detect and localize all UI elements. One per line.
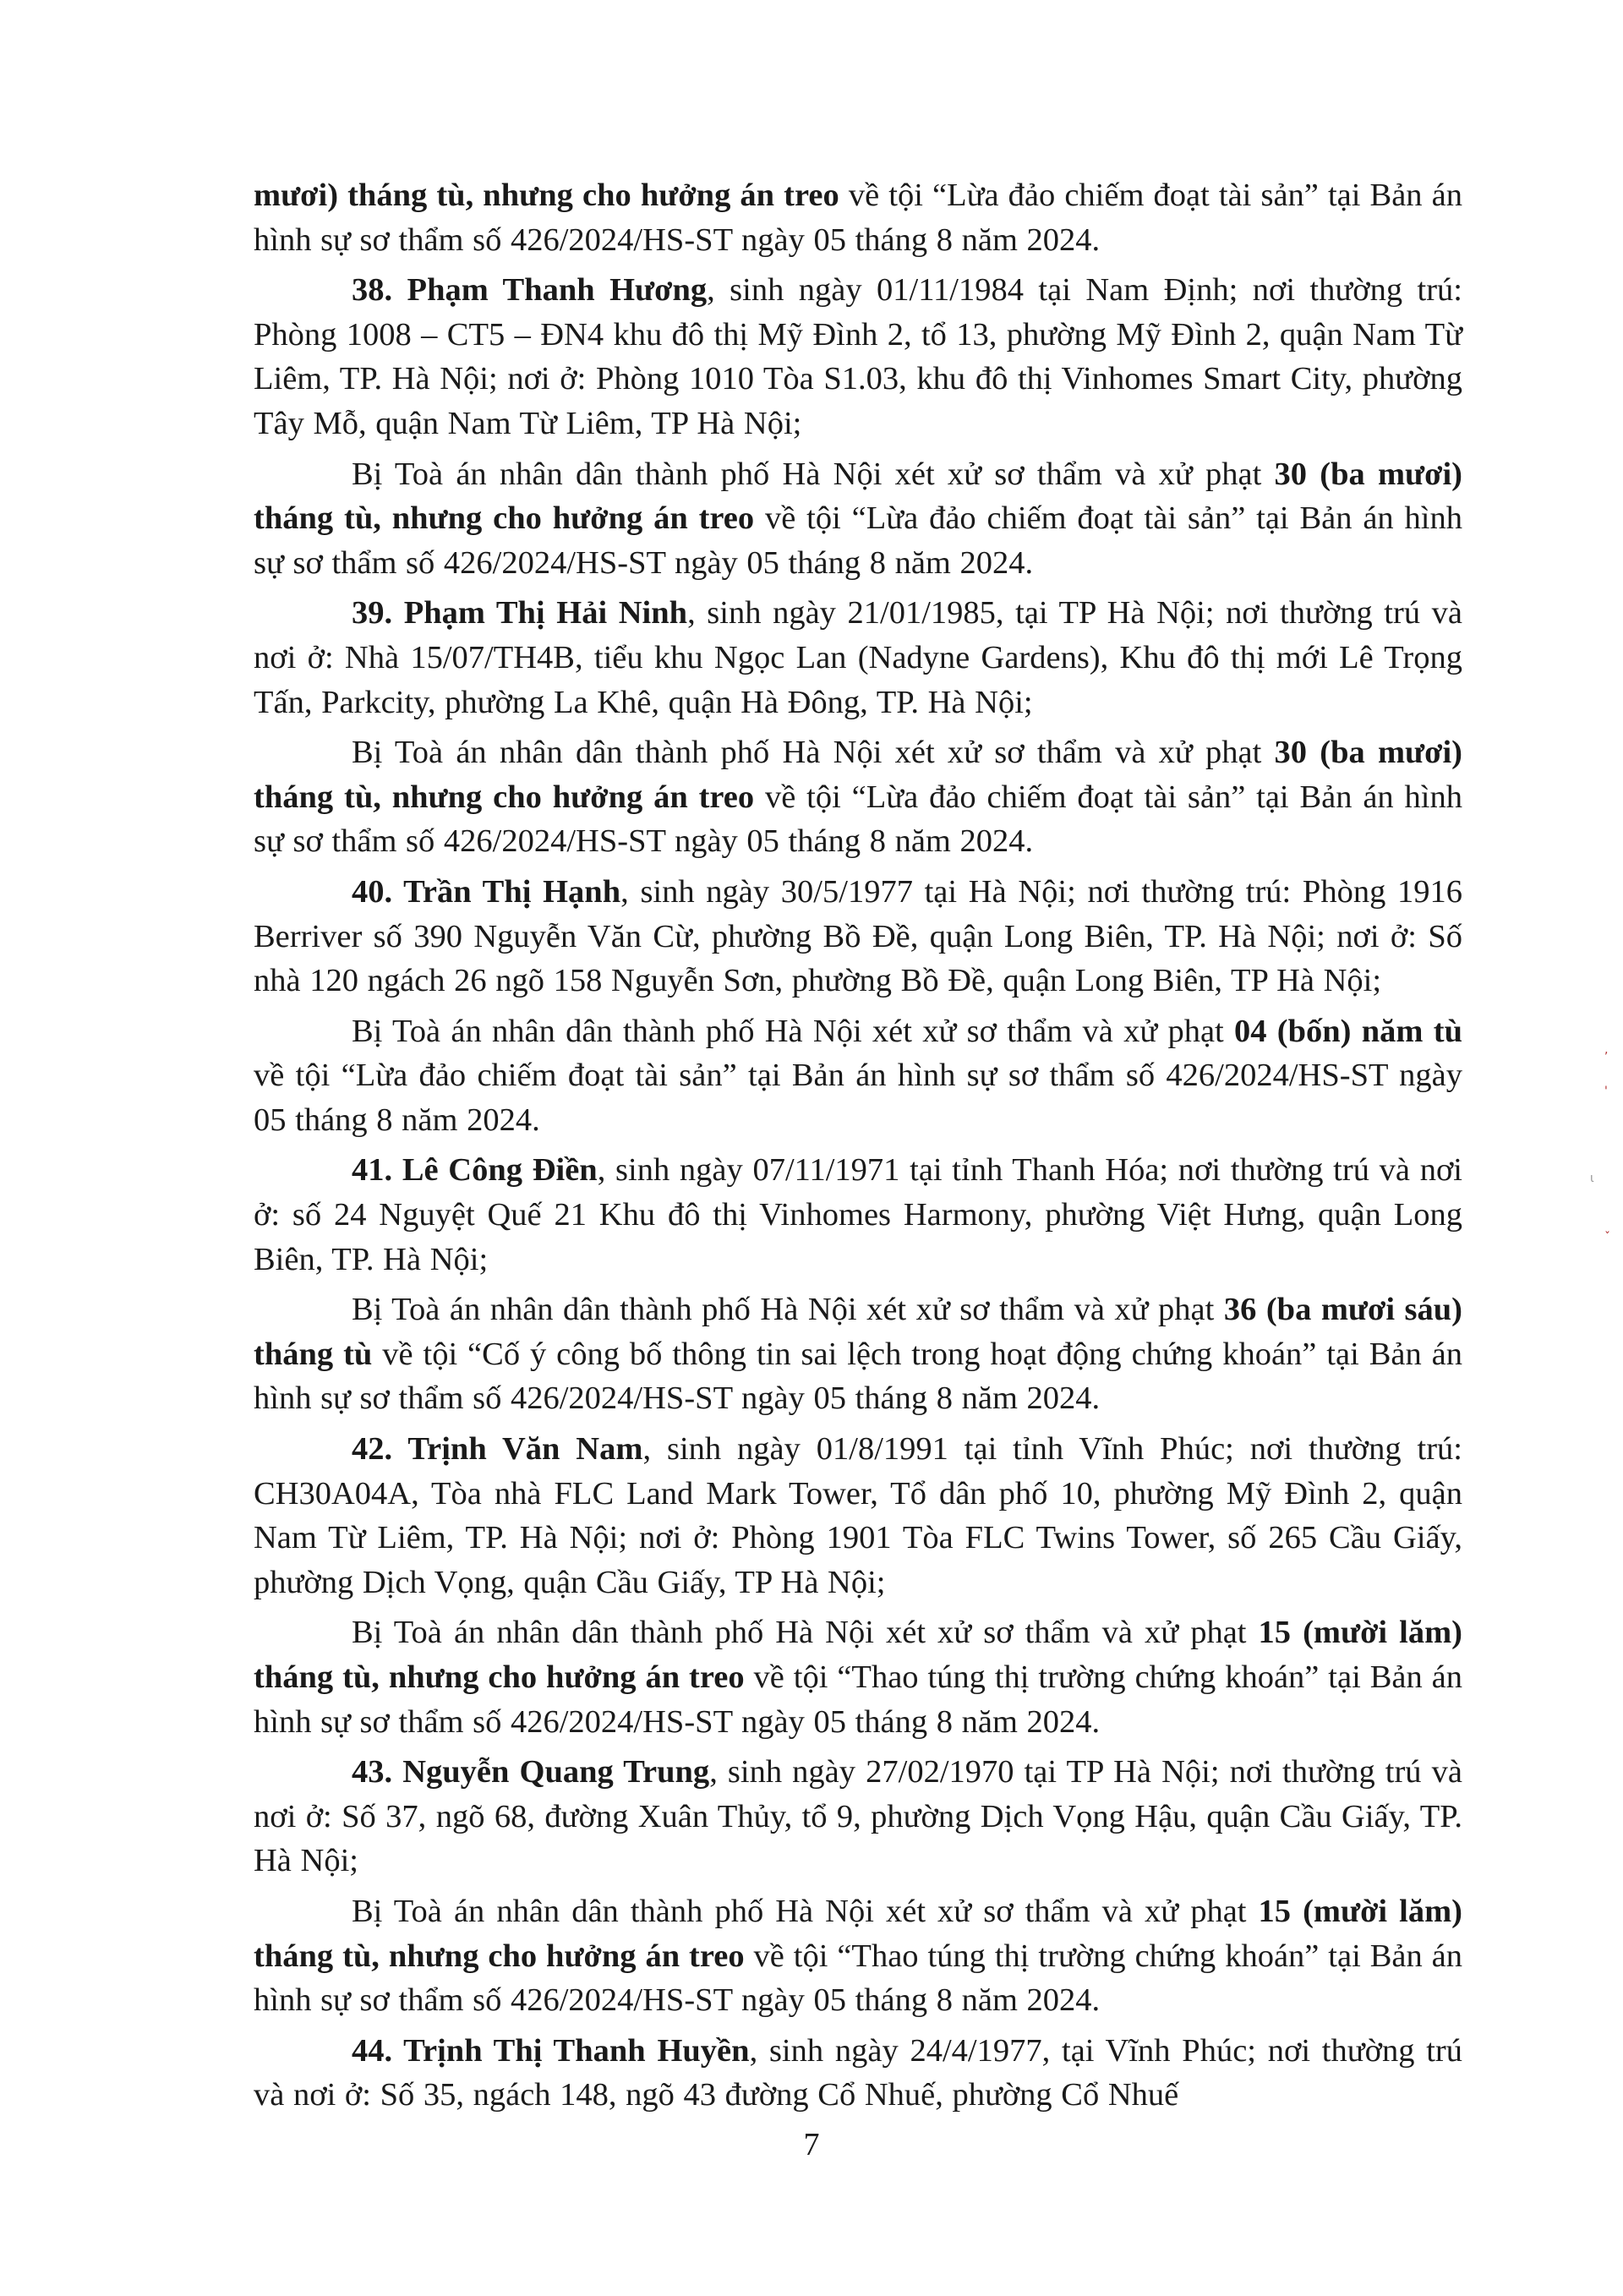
bold-text: 44. Trịnh Thị Thanh Huyền xyxy=(352,2032,750,2069)
body-text: , sinh ngày 27/02/1970 tại TP Hà Nội; nơi thường trú và nơi ở: Số 37, ngõ 68, đường Xuân Thủy, tổ 9, phường Dịch Vọng Hậu, quận Cầu Giấy, TP. Hà Nội; xyxy=(254,1754,1462,1879)
margin-mark: ˇ xyxy=(1604,1231,1610,1244)
body-text: về tội “Cố ý công bố thông tin sai lệch trong hoạt động chứng khoán” tại Bản án hình sự sơ thẩm số 426/2024/HS-ST ngày 05 tháng 8 năm 2024. xyxy=(254,1336,1462,1417)
bold-text: 36 (ba mươi sáu) tháng tù xyxy=(254,1292,1462,1372)
body-text: về tội “Thao túng thị trường chứng khoán” tại Bản án hình sự sơ thẩm số 426/2024/HS-ST ngày 05 tháng 8 năm 2024. xyxy=(254,1938,1462,2019)
body-text: Bị Toà án nhân dân thành phố Hà Nội xét xử sơ thẩm và xử phạt xyxy=(352,1615,1259,1651)
paragraph-p11 xyxy=(254,1750,1462,1883)
body-text: Bị Toà án nhân dân thành phố Hà Nội xét xử sơ thẩm và xử phạt xyxy=(352,735,1275,771)
paragraph-p2 xyxy=(254,452,1462,586)
bold-text: 15 (mười lăm) tháng tù, nhưng cho hưởng án treo xyxy=(254,1893,1462,1974)
document-page xyxy=(254,173,1462,2124)
bold-text: 43. Nguyễn Quang Trung xyxy=(352,1754,710,1790)
paragraph-p1 xyxy=(254,268,1462,446)
bold-text: 04 (bốn) năm tù xyxy=(1234,1013,1462,1049)
paragraph-p13 xyxy=(254,2029,1462,2118)
margin-mark: ɩ xyxy=(1590,1172,1594,1185)
paragraph-p7 xyxy=(254,1148,1462,1282)
paragraph-p5 xyxy=(254,870,1462,1003)
margin-mark: ' xyxy=(1604,1085,1608,1098)
paragraph-p3 xyxy=(254,591,1462,724)
bold-text: 38. Phạm Thanh Hương xyxy=(352,272,708,309)
body-text: Bị Toà án nhân dân thành phố Hà Nội xét xử sơ thẩm và xử phạt xyxy=(352,1013,1235,1049)
body-text: , sinh ngày 21/01/1985, tại TP Hà Nội; nơi thường trú và nơi ở: Nhà 15/07/TH4B, tiểu khu Ngọc Lan (Nadyne Gardens), Khu đô thị mới Lê Trọng Tấn, Parkcity, phường La Khê, quận Hà Đông, TP. Hà Nội; xyxy=(254,595,1463,720)
bold-text: 40. Trần Thị Hạnh xyxy=(352,873,621,910)
paragraph-p0 xyxy=(254,173,1462,262)
paragraph-p6 xyxy=(254,1009,1462,1143)
body-text: Bị Toà án nhân dân thành phố Hà Nội xét xử sơ thẩm và xử phạt xyxy=(352,456,1275,492)
body-text: , sinh ngày 01/8/1991 tại tỉnh Vĩnh Phúc; nơi thường trú: CH30A04A, Tòa nhà FLC Land Mark Tower, Tổ dân phố 10, phường Mỹ Đình 2, quận Nam Từ Liêm, TP. Hà Nội; nơi ở: Phòng 1901 Tòa FLC Twins Tower, số 265 Cầu Giấy, phường Dịch Vọng, quận Cầu Giấy, TP Hà Nội; xyxy=(254,1431,1462,1600)
paragraph-p10 xyxy=(254,1610,1462,1744)
bold-text: 39. Phạm Thị Hải Ninh xyxy=(352,595,688,631)
margin-mark: , xyxy=(1604,1043,1609,1057)
body-text: về tội “Lừa đảo chiếm đoạt tài sản” tại Bản án hình sự sơ thẩm số 426/2024/HS-ST ngày 05 tháng 8 năm 2024. xyxy=(254,500,1462,581)
bold-text: 30 (ba mươi) tháng tù, nhưng cho hưởng án treo xyxy=(254,735,1462,815)
body-text: , sinh ngày 01/11/1984 tại Nam Định; nơi thường trú: Phòng 1008 – CT5 – ĐN4 khu đô thị Mỹ Đình 2, tổ 13, phường Mỹ Đình 2, quận Nam Từ Liêm, TP. Hà Nội; nơi ở: Phòng 1010 Tòa S1.03, khu đô thị Vinhomes Smart City, phường Tây Mỗ, quận Nam Từ Liêm, TP Hà Nội; xyxy=(254,272,1462,441)
paragraph-p12 xyxy=(254,1889,1462,2023)
body-text: về tội “Thao túng thị trường chứng khoán” tại Bản án hình sự sơ thẩm số 426/2024/HS-ST ngày 05 tháng 8 năm 2024. xyxy=(254,1659,1462,1740)
body-text: , sinh ngày 30/5/1977 tại Hà Nội; nơi thường trú: Phòng 1916 Berriver số 390 Nguyễn Văn Cừ, phường Bồ Đề, quận Long Biên, TP. Hà Nội; nơi ở: Số nhà 120 ngách 26 ngõ 158 Nguyễn Sơn, phường Bồ Đề, quận Long Biên, TP Hà Nội; xyxy=(254,873,1462,999)
body-text: , sinh ngày 24/4/1977, tại Vĩnh Phúc; nơi thường trú và nơi ở: Số 35, ngách 148, ngõ 43 đường Cổ Nhuế, phường Cổ Nhuế xyxy=(254,2032,1463,2113)
paragraph-p8 xyxy=(254,1287,1462,1421)
bold-text: 15 (mười lăm) tháng tù, nhưng cho hưởng án treo xyxy=(254,1615,1462,1695)
body-text: về tội “Lừa đảo chiếm đoạt tài sản” tại Bản án hình sự sơ thẩm số 426/2024/HS-ST ngày 05 tháng 8 năm 2024. xyxy=(254,1058,1462,1138)
paragraph-p4 xyxy=(254,730,1462,864)
body-text: Bị Toà án nhân dân thành phố Hà Nội xét xử sơ thẩm và xử phạt xyxy=(352,1292,1224,1328)
paragraph-p9 xyxy=(254,1427,1462,1604)
body-text: Bị Toà án nhân dân thành phố Hà Nội xét xử sơ thẩm và xử phạt xyxy=(352,1893,1259,1929)
body-text: về tội “Lừa đảo chiếm đoạt tài sản” tại Bản án hình sự sơ thẩm số 426/2024/HS-ST ngày 05 tháng 8 năm 2024. xyxy=(254,178,1462,258)
page-number: 7 xyxy=(803,2127,820,2162)
bold-text: 30 (ba mươi) tháng tù, nhưng cho hưởng án treo xyxy=(254,456,1462,537)
bold-text: mươi) tháng tù, nhưng cho hưởng án treo xyxy=(254,178,839,213)
bold-text: 41. Lê Công Điền xyxy=(352,1152,598,1189)
bold-text: 42. Trịnh Văn Nam xyxy=(352,1431,643,1468)
body-text: , sinh ngày 07/11/1971 tại tỉnh Thanh Hóa; nơi thường trú và nơi ở: số 24 Nguyệt Quế 21 Khu đô thị Vinhomes Harmony, phường Việt Hưng, quận Long Biên, TP. Hà Nội; xyxy=(254,1152,1462,1277)
body-text: về tội “Lừa đảo chiếm đoạt tài sản” tại Bản án hình sự sơ thẩm số 426/2024/HS-ST ngày 05 tháng 8 năm 2024. xyxy=(254,779,1462,860)
